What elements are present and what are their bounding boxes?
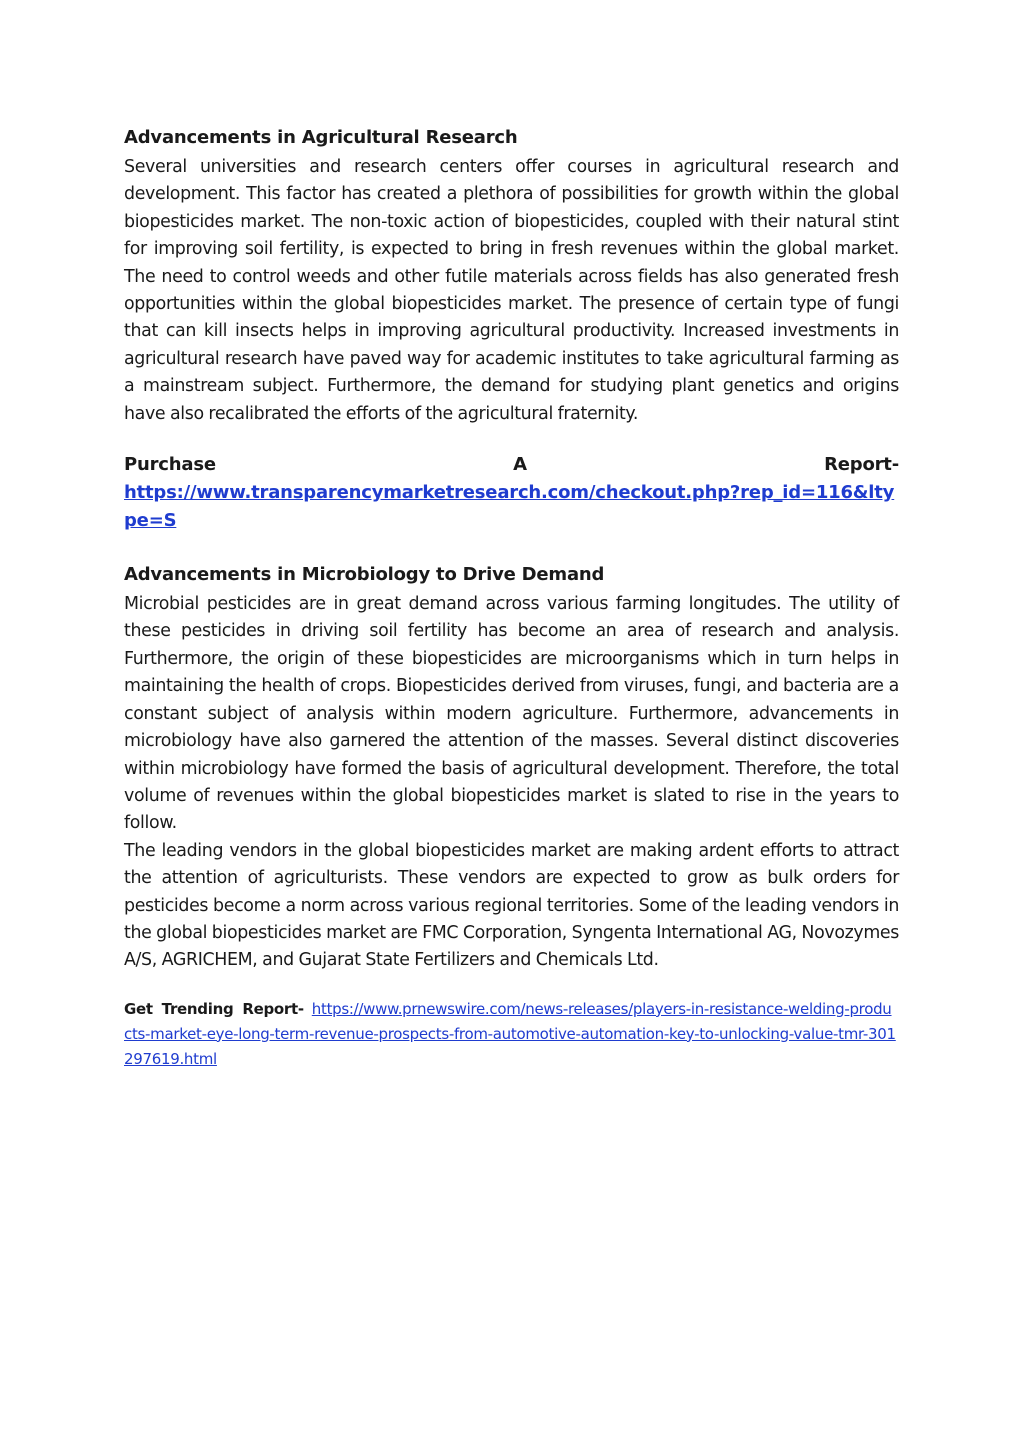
purchase-report-label xyxy=(124,451,899,479)
heading-agricultural-research: Advancements in Agricultural Research xyxy=(124,127,518,148)
paragraph-microbiology: Microbial pesticides are in great demand across various farming longitudes. The utility of these pesticides in driving soil fertility has become an area of research and analysis. Furthermore, the origin of these biopesticides are microorganisms which in turn helps in maintaining the health of crops. Biopesticides derived from viruses, fungi, and bacteria are a constant subject of analysis within modern agriculture. Furthermore, advancements in microbiology have also garnered the attention of the masses. Several distinct discoveries within microbiology have formed the basis of agricultural development. Therefore, the total volume of revenues within the global biopesticides market is slated to rise in the years to follow. xyxy=(124,594,899,834)
paragraph-vendors: The leading vendors in the global biopesticides market are making ardent efforts to attract the attention of agriculturists. These vendors are expected to grow as bulk orders for pesticides become a norm across various regional territories. Some of the leading vendors in the global biopesticides market are FMC Corporation, Syngenta International AG, Novozymes A/S, AGRICHEM, and Gujarat State Fertilizers and Chemicals Ltd. xyxy=(124,840,899,971)
purchase-word-a: A xyxy=(513,454,527,476)
document-page xyxy=(124,122,899,1072)
trending-report-link[interactable]: https://www.prnewswire.com/news-releases/players-in-resistance-welding-products-market-eye-long-term-revenue-prospects-from-automotive-automation-key-to-unlocking-value-tmr-301297619.html xyxy=(124,999,896,1068)
paragraph-agricultural-research: Several universities and research centers offer courses in agricultural research and development. This factor has created a plethora of possibilities for growth within the global biopesticides market. The non-toxic action of biopesticides, coupled with their natural stint for improving soil fertility, is expected to bring in fresh revenues within the global market. The need to control weeds and other futile materials across fields has also generated fresh opportunities within the global biopesticides market. The presence of certain type of fungi that can kill insects helps in improving agricultural productivity. Increased investments in agricultural research have paved way for academic institutes to take agricultural farming as a mainstream subject. Furthermore, the demand for studying plant genetics and origins have also recalibrated the efforts of the agricultural fraternity. xyxy=(124,157,899,424)
purchase-report-block xyxy=(124,451,899,535)
trending-report-block xyxy=(124,997,899,1072)
purchase-word-report: Report- xyxy=(824,454,899,476)
purchase-word: Purchase xyxy=(124,454,216,476)
purchase-report-link[interactable]: https://www.transparencymarketresearch.com/checkout.php?rep_id=116&ltype=S xyxy=(124,482,895,532)
trending-report-label: Get Trending Report- xyxy=(124,999,304,1018)
heading-microbiology: Advancements in Microbiology to Drive Demand xyxy=(124,564,605,586)
